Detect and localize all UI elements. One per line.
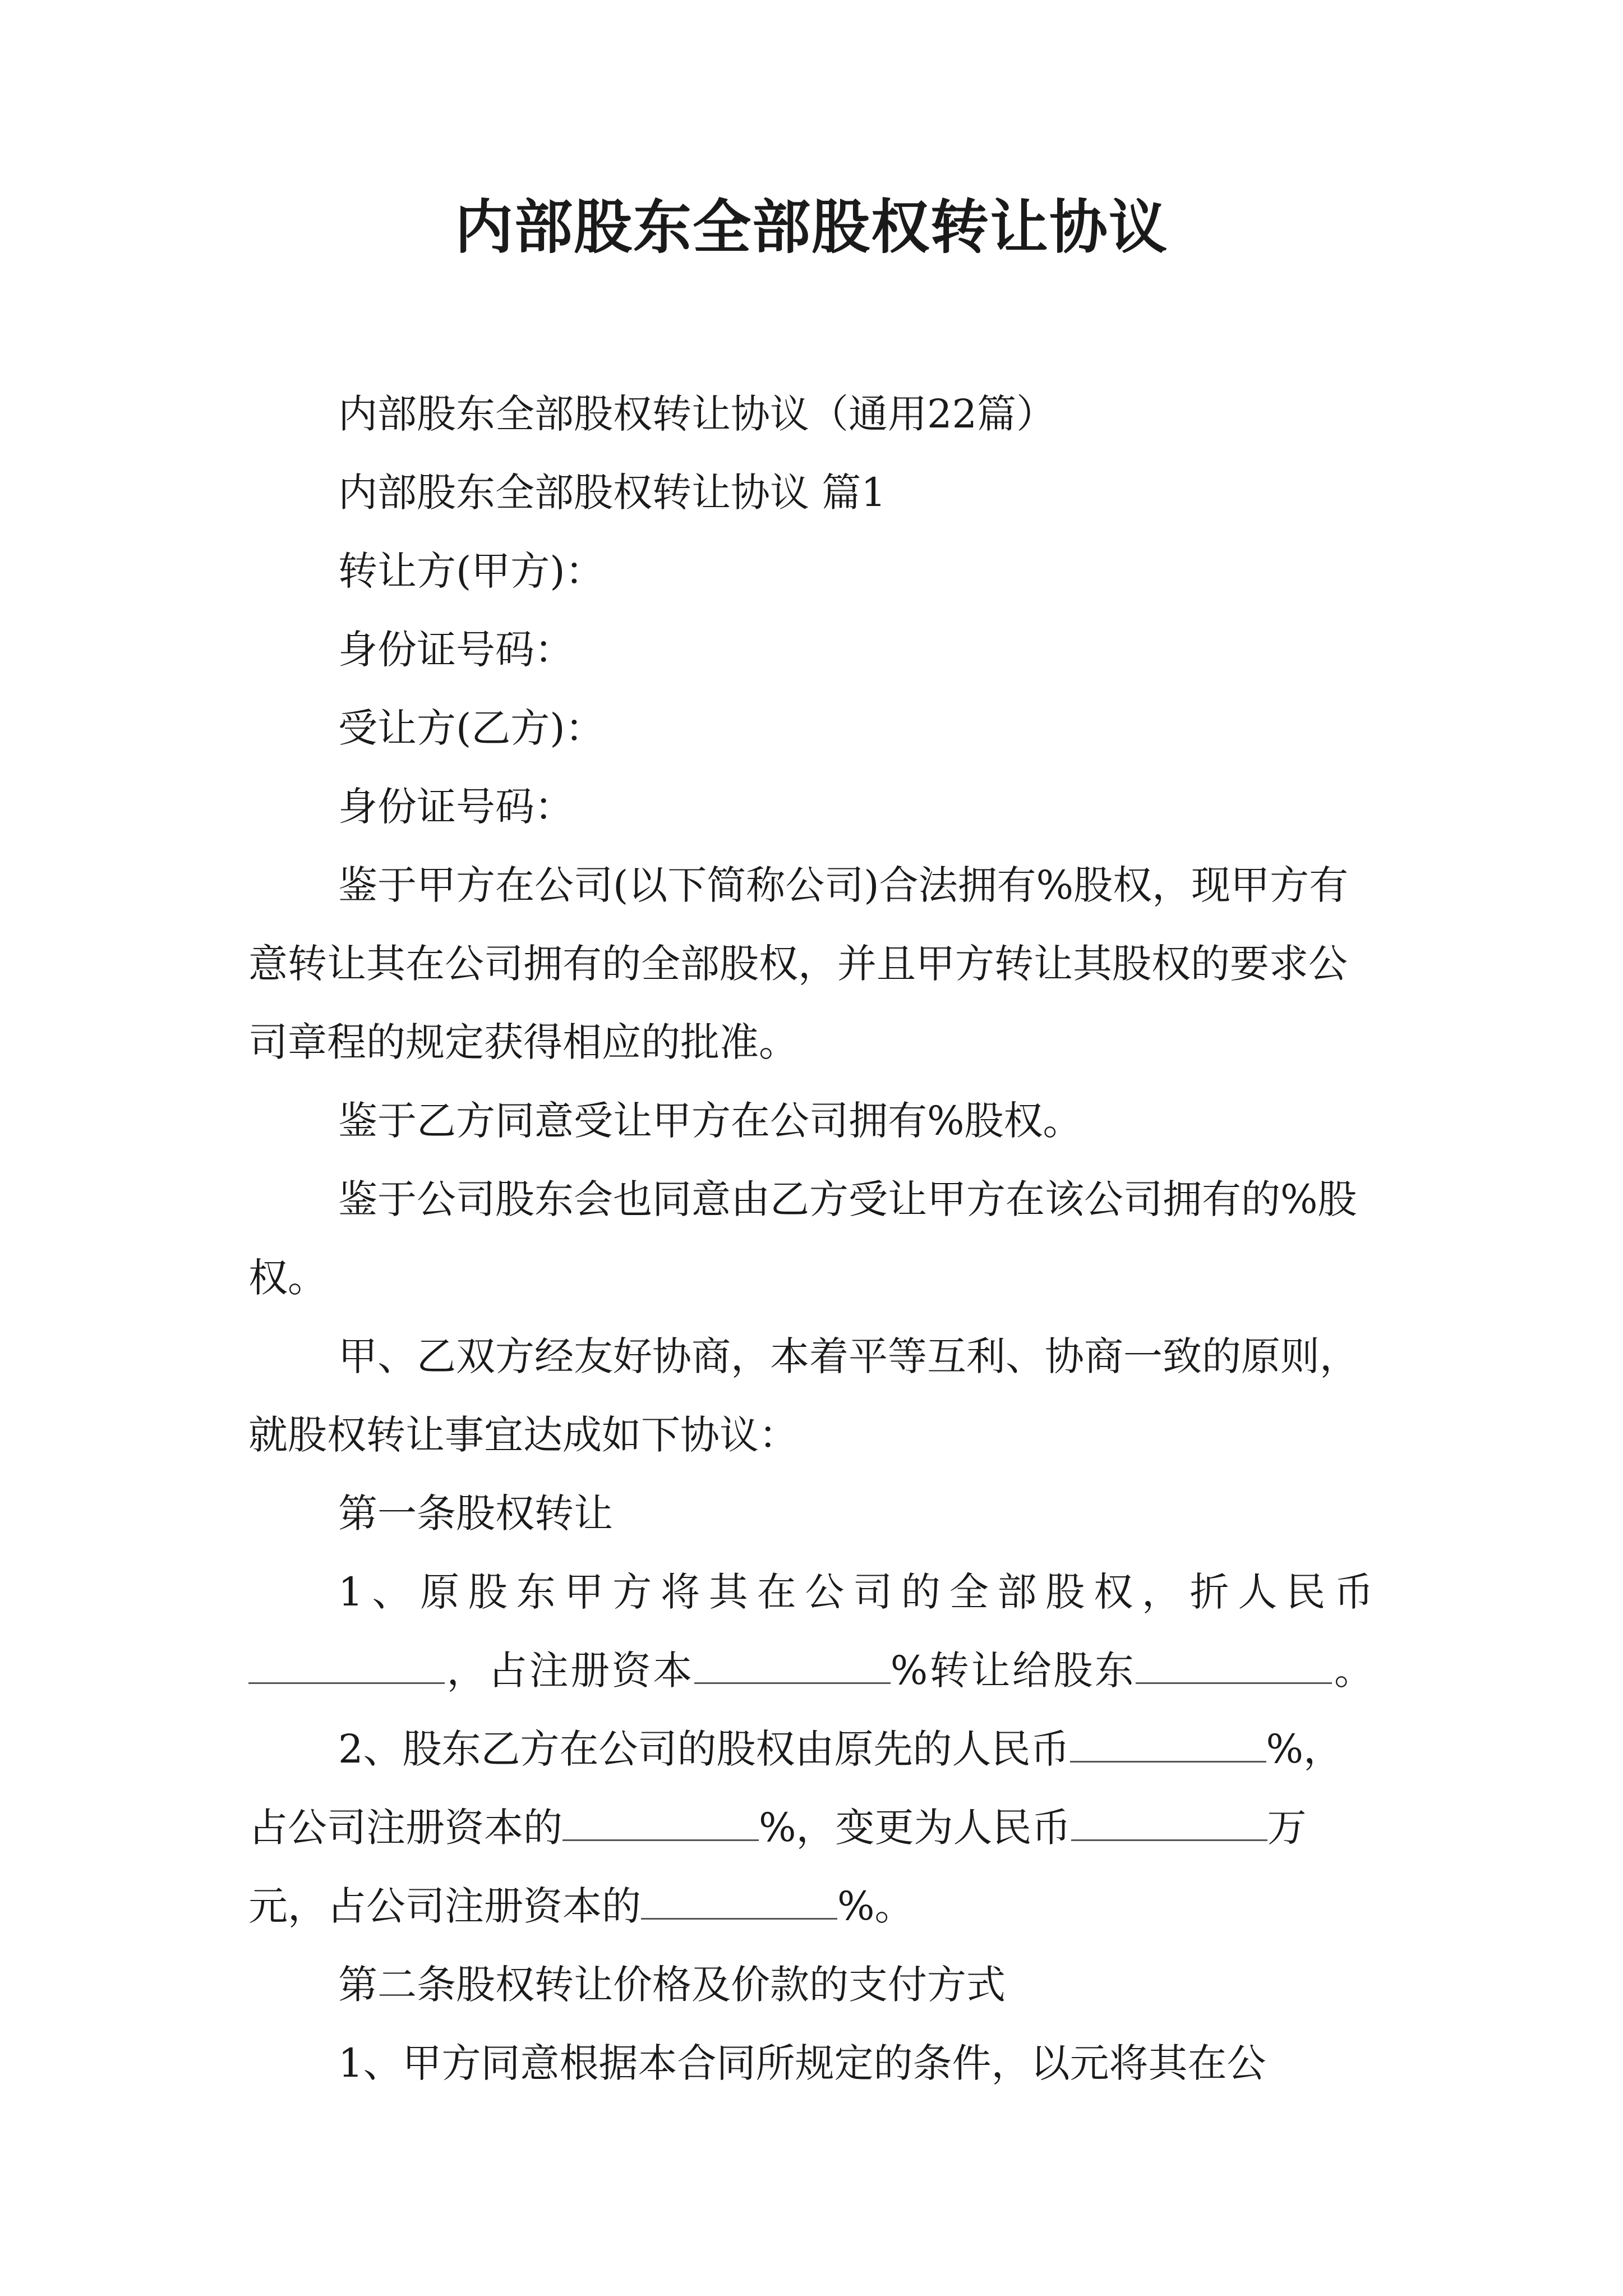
clause-1-1 xyxy=(248,1553,1373,1710)
transferee-line: 受让方(乙方)： xyxy=(338,705,605,751)
clause-1-2-text-c: %，变更为人民币 xyxy=(759,1805,1071,1851)
blank-underline xyxy=(1071,1802,1267,1841)
blank-underline xyxy=(641,1881,837,1920)
document-title: 内部股东全部股权转让协议 xyxy=(454,193,1168,261)
blank-underline xyxy=(1070,1724,1266,1763)
clause-2-1: 1、甲方同意根据本合同所规定的条件，以元将其在公 xyxy=(338,2040,1266,2086)
transferor-id-line: 身份证号码： xyxy=(338,627,574,673)
transferor-line: 转让方(甲方)： xyxy=(338,548,605,594)
blank-underline xyxy=(248,1645,445,1684)
article-2-heading: 第二条股权转让价格及价款的支付方式 xyxy=(338,1962,1006,2008)
clause-1-1-text-c: %转让给股东 xyxy=(890,1648,1136,1694)
recital-paragraph-1: 鉴于甲方在公司(以下简称公司)合法拥有%股权，现甲方有意转让其在公司拥有的全部股权，并且甲方转让其股权的要求公司章程的规定获得相应的批准。 xyxy=(248,862,1349,1065)
subtitle-line: 内部股东全部股权转让协议（通用22篇） xyxy=(338,391,1056,437)
clause-1-2-text-b: %，占公司注册资本的 xyxy=(248,1726,1343,1851)
clause-1-2 xyxy=(248,1710,1373,1945)
clause-1-1-text-d: 。 xyxy=(1332,1648,1374,1694)
clause-1-1-text-b: ，占注册资本 xyxy=(445,1648,694,1694)
clause-1-2-text-e: %。 xyxy=(837,1883,914,1929)
blank-underline xyxy=(562,1802,759,1841)
transferee-id-line: 身份证号码： xyxy=(338,784,574,830)
clause-1-2-text-a: 2、股东乙方在公司的股权由原先的人民币 xyxy=(338,1726,1070,1772)
blank-underline xyxy=(694,1645,891,1684)
clause-1-2-text-d: 万元，占公司注册资本的 xyxy=(248,1805,1307,1929)
blank-underline xyxy=(1136,1645,1332,1684)
recital-paragraph-3: 鉴于公司股东会也同意由乙方受让甲方在该公司拥有的%股权。 xyxy=(248,1176,1357,1301)
document-body xyxy=(248,375,1373,2102)
heading-line: 内部股东全部股权转让协议 篇1 xyxy=(338,470,886,516)
recital-paragraph-2: 鉴于乙方同意受让甲方在公司拥有%股权。 xyxy=(338,1098,1082,1144)
clause-1-1-text-a: 1、原股东甲方将其在公司的全部股权，折人民币 xyxy=(338,1569,1373,1615)
article-1-heading: 第一条股权转让 xyxy=(338,1490,613,1536)
recital-paragraph-4: 甲、乙双方经友好协商，本着平等互利、协商一致的原则，就股权转让事宜达成如下协议： xyxy=(248,1333,1359,1458)
